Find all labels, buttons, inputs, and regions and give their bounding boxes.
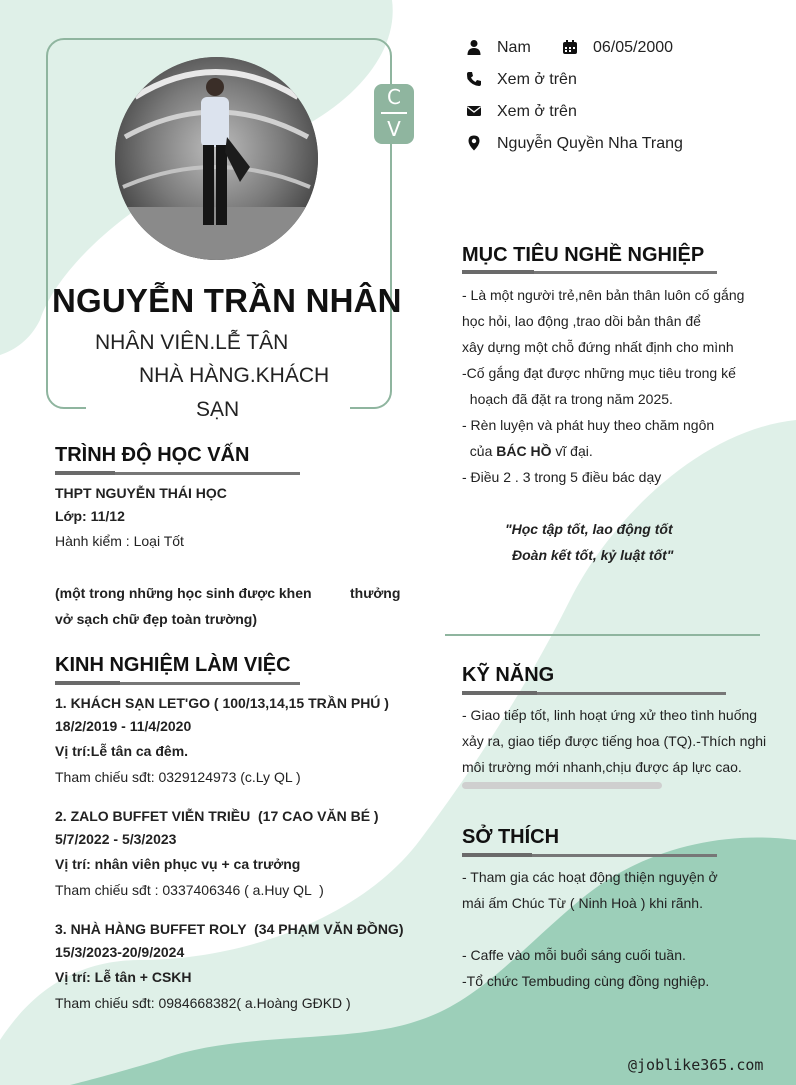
objective-line-7-bold: BÁC HỒ: [496, 443, 552, 459]
objective-line-4: -Cố gắng đạt được những mục tiêu trong kế: [462, 365, 736, 381]
skills-line-3: môi trường mới nhanh,chịu được áp lực cao.: [462, 759, 742, 775]
job-title-line3: SẠN: [196, 398, 240, 421]
education-underline-accent: [55, 471, 115, 475]
education-school: THPT NGUYỄN THÁI HỌC: [55, 485, 227, 501]
calendar-icon: [562, 39, 578, 55]
gender-value: Nam: [497, 39, 531, 56]
objective-underline-accent: [462, 270, 534, 274]
education-award-line-1-end: thưởng: [350, 585, 401, 601]
objective-line-8: - Điều 2 . 3 trong 5 điều bác dạy: [462, 469, 662, 485]
skill-level-bar: [462, 782, 662, 789]
job-3-company: 3. NHÀ HÀNG BUFFET ROLY (34 PHẠM VĂN ĐỒNG): [55, 921, 404, 937]
job-2-position: Vị trí: nhân viên phục vụ + ca trưởng: [55, 856, 301, 872]
objective-heading: MỤC TIÊU NGHỀ NGHIỆP: [462, 244, 705, 266]
profile-photo: [115, 57, 318, 260]
job-1-period: 18/2/2019 - 11/4/2020: [55, 718, 192, 734]
hobbies-heading: SỞ THÍCH: [462, 826, 560, 848]
phone-value: Xem ở trên: [497, 71, 577, 88]
job-title-line2: NHÀ HÀNG.KHÁCH: [139, 364, 330, 387]
email-value: Xem ở trên: [497, 103, 577, 120]
job-1-company: 1. KHÁCH SẠN LET'GO ( 100/13,14,15 TRẦN PHÚ ): [55, 695, 389, 711]
birthdate-value: 06/05/2000: [593, 39, 674, 56]
skills-line-2: xảy ra, giao tiếp được tiếng hoa (TQ).-Thích nghi: [462, 733, 767, 749]
objective-quote-1: "Học tập tốt, lao động tốt: [505, 521, 673, 537]
cv-badge: [374, 84, 414, 144]
education-heading: TRÌNH ĐỘ HỌC VẤN: [55, 444, 250, 466]
objective-line-5: hoạch đã đặt ra trong năm 2025.: [462, 391, 673, 407]
candidate-name: NGUYỄN TRẦN NHÂN: [52, 282, 402, 319]
footer-watermark: @joblike365.com: [628, 1056, 764, 1074]
objective-line-3: xây dựng một chỗ đứng nhất định cho mình: [462, 339, 734, 355]
objective-line-2: học hỏi, lao động ,trao dồi bản thân để: [462, 313, 701, 329]
objective-line-7-post: vĩ đại.: [551, 443, 593, 459]
objective-line-7-pre: của: [462, 443, 497, 459]
experience-heading: KINH NGHIỆM LÀM VIỆC: [55, 654, 291, 676]
section-divider: [445, 634, 760, 636]
cv-divider: [381, 112, 407, 114]
job-3-reference: Tham chiếu sđt: 0984668382( a.Hoàng GĐKD ): [55, 995, 351, 1011]
job-2-reference: Tham chiếu sđt : 0337406346 ( a.Huy QL ): [55, 882, 324, 898]
location-icon: [466, 135, 482, 151]
skills-line-1: - Giao tiếp tốt, linh hoạt ứng xử theo tình huống: [462, 707, 758, 723]
hobbies-line-2: mái ấm Chúc Từ ( Ninh Hoà ) khi rãnh.: [462, 895, 703, 911]
phone-icon: [466, 71, 482, 87]
mail-icon: [466, 103, 482, 119]
job-title-line1: NHÂN VIÊN.LỄ TÂN: [95, 331, 289, 354]
skills-underline-accent: [462, 691, 537, 695]
skills-heading: KỸ NĂNG: [462, 664, 555, 686]
job-2-period: 5/7/2022 - 5/3/2023: [55, 831, 177, 847]
objective-line-7: [462, 442, 593, 460]
education-award-line-2: vở sạch chữ đẹp toàn trường): [55, 611, 257, 627]
education-award-line-1: (một trong những học sinh được khen: [55, 585, 312, 601]
objective-line-1: - Là một người trẻ,nên bản thân luôn cố gắng: [462, 287, 745, 303]
experience-underline-accent: [55, 681, 120, 685]
hobbies-line-4: -Tổ chức Tembuding cùng đồng nghiệp.: [462, 973, 710, 989]
person-icon: [466, 39, 482, 55]
hobbies-underline-accent: [462, 853, 532, 857]
job-1-position: Vị trí:Lễ tân ca đêm.: [55, 743, 189, 759]
objective-quote-2: Đoàn kết tốt, kỷ luật tốt": [512, 547, 674, 563]
job-3-period: 15/3/2023-20/9/2024: [55, 944, 185, 960]
cv-letter-c: C: [387, 85, 401, 109]
hobbies-line-3: - Caffe vào mỗi buổi sáng cuối tuần.: [462, 947, 686, 963]
cv-letter-v: V: [387, 117, 401, 141]
education-conduct: Hành kiểm : Loại Tốt: [55, 533, 184, 549]
hobbies-line-1: - Tham gia các hoạt động thiện nguyện ở: [462, 869, 718, 885]
education-grade: Lớp: 11/12: [55, 508, 125, 524]
job-1-reference: Tham chiếu sđt: 0329124973 (c.Ly QL ): [55, 769, 301, 785]
job-3-position: Vị trí: Lễ tân + CSKH: [55, 969, 192, 985]
address-value: Nguyễn Quyền Nha Trang: [497, 135, 683, 152]
objective-line-6: - Rèn luyện và phát huy theo chăm ngôn: [462, 417, 715, 433]
job-2-company: 2. ZALO BUFFET VIỄN TRIỀU (17 CAO VĂN BÉ ): [55, 808, 379, 824]
